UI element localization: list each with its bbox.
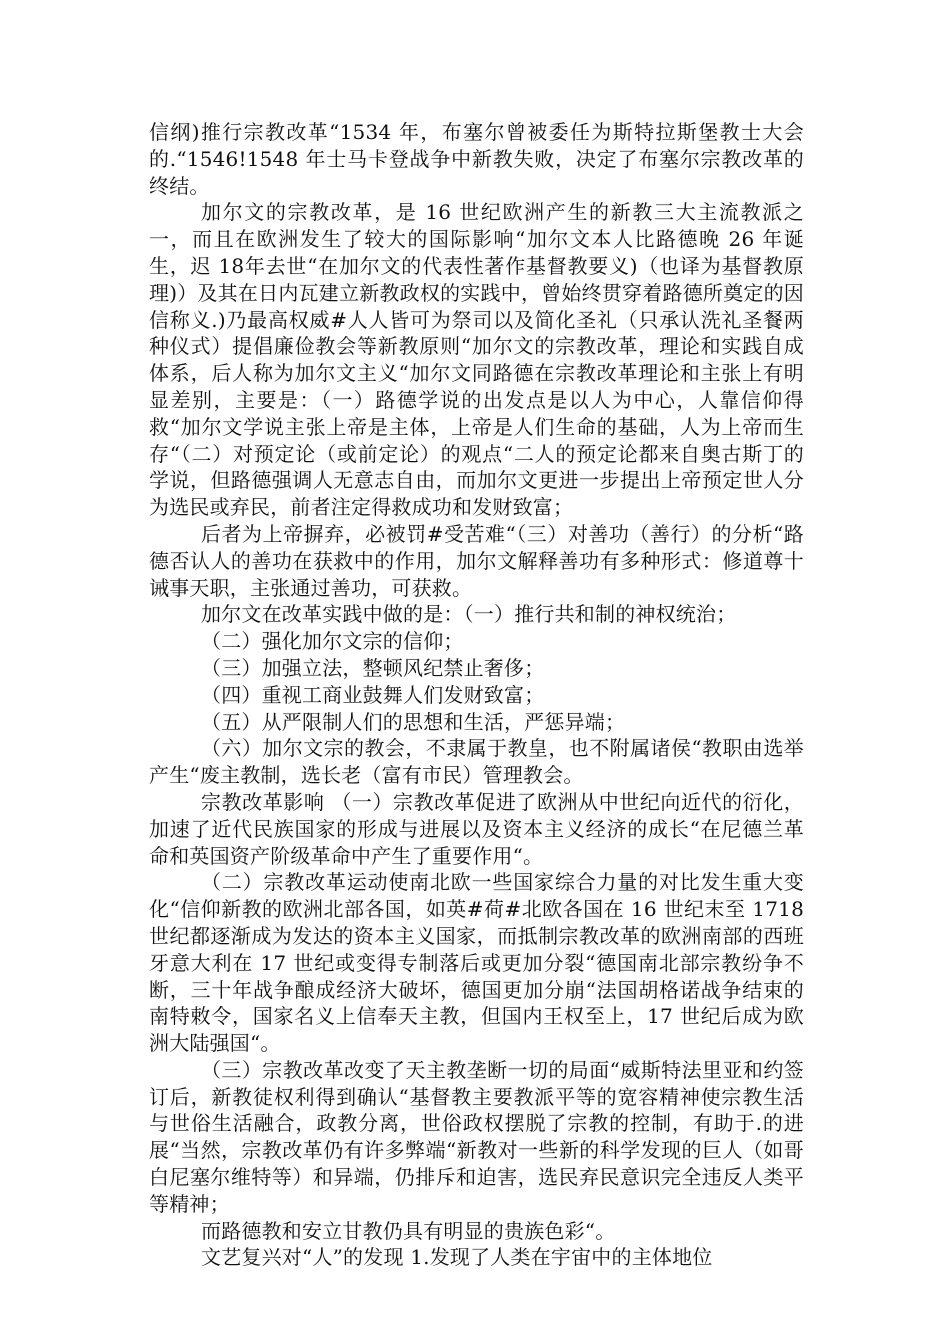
paragraph: 宗教改革影响 （一）宗教改革促进了欧洲从中世纪向近代的衍化，加速了近代民族国家的形成与进展以及资本主义经济的成长“在尼德兰革命和英国资产阶级革命中产生了重要作用“。 [149,789,804,868]
paragraph: （二）宗教改革运动使南北欧一些国家综合力量的对比发生重大变化“信仰新教的欧洲北部各国，如英#荷#北欧各国在 16 世纪末至 1718 世纪都逐渐成为发达的资本主义国家，而抵制宗教改革的欧洲南部的西班牙意大利在 17 世纪或变得专制落后或更加分裂“德国南北部宗教纷争不断，三十年战争酿成经济大破坏，德国更加分崩“法国胡格诺战争结束的南特敕令，国家名义上信奉天主教，但国内王权至上，17 世纪后成为欧洲大陆强国“。 [149,870,804,1056]
paragraph: 加尔文的宗教改革，是 16 世纪欧洲产生的新教三大主流教派之一，而且在欧洲发生了较大的国际影响“加尔文本人比路德晚 26 年诞生，迟 18年去世“在加尔文的代表性著作基督教要义)（也译为基督教原理)）及其在日内瓦建立新教政权的实践中，曾始终贯穿着路德所奠定的因信称义.)乃最高权威#人人皆可为祭司以及简化圣礼（只承认洗礼圣餐两种仪式）提倡廉俭教会等新教原则“加尔文的宗教改革，理论和实践自成体系，后人称为加尔文主义“加尔文同路德在宗教改革理论和主张上有明显差别，主要是：（一）路德学说的出发点是以人为中心，人靠信仰得救“加尔文学说主张上帝是主体，上帝是人们生命的基础，人为上帝而生存“（二）对预定论（或前定论）的观点“二人的预定论都来自奥古斯丁的学说，但路德强调人无意志自由，而加尔文更进一步提出上帝预定世人分为选民或弃民，前者注定得救成功和发财致富； [149,200,804,520]
paragraph: （三）加强立法，整顿风纪禁止奢侈； [201,655,545,680]
document-body [149,119,804,1271]
paragraph: 后者为上帝摒弃，必被罚#受苦难“（三）对善功（善行）的分析“路德否认人的善功在获救中的作用，加尔文解释善功有多种形式：修道尊十诫事天职，主张通过善功，可获救。 [149,521,804,600]
paragraph: （二）强化加尔文宗的信仰； [201,629,464,654]
paragraph: 文艺复兴对“人”的发现 1.发现了人类在宇宙中的主体地位 [201,1245,713,1270]
paragraph: 加尔文在改革实践中做的是：（一）推行共和制的神权统治； [201,602,737,627]
paragraph: （六）加尔文宗的教会，不隶属于教皇，也不附属诸侯“教职由选举产生“废主教制，选长老（富有市民）管理教会。 [149,736,804,788]
paragraph: 信纲)推行宗教改革“1534 年，布塞尔曾被委任为斯特拉斯堡教士大会的.“1546!1548 年士马卡登战争中新教失败，决定了布塞尔宗教改革的终结。 [149,120,804,198]
paragraph: （四）重视工商业鼓舞人们发财致富； [201,682,545,707]
paragraph: （五）从严限制人们的思想和生活，严惩异端； [201,709,626,734]
paragraph: 而路德教和安立甘教仍具有明显的贵族色彩“。 [201,1218,616,1243]
paragraph: （三）宗教改革改变了天主教垄断一切的局面“威斯特法里亚和约签订后，新教徒权利得到确认“基督教主要教派平等的宽容精神使宗教生活与世俗生活融合，政教分离，世俗政权摆脱了宗教的控制，有助于.的进展“当然，宗教改革仍有许多弊端“新教对一些新的科学发现的巨人（如哥白尼塞尔维特等）和异端，仍排斥和迫害，选民弃民意识完全违反人类平等精神； [149,1057,804,1216]
